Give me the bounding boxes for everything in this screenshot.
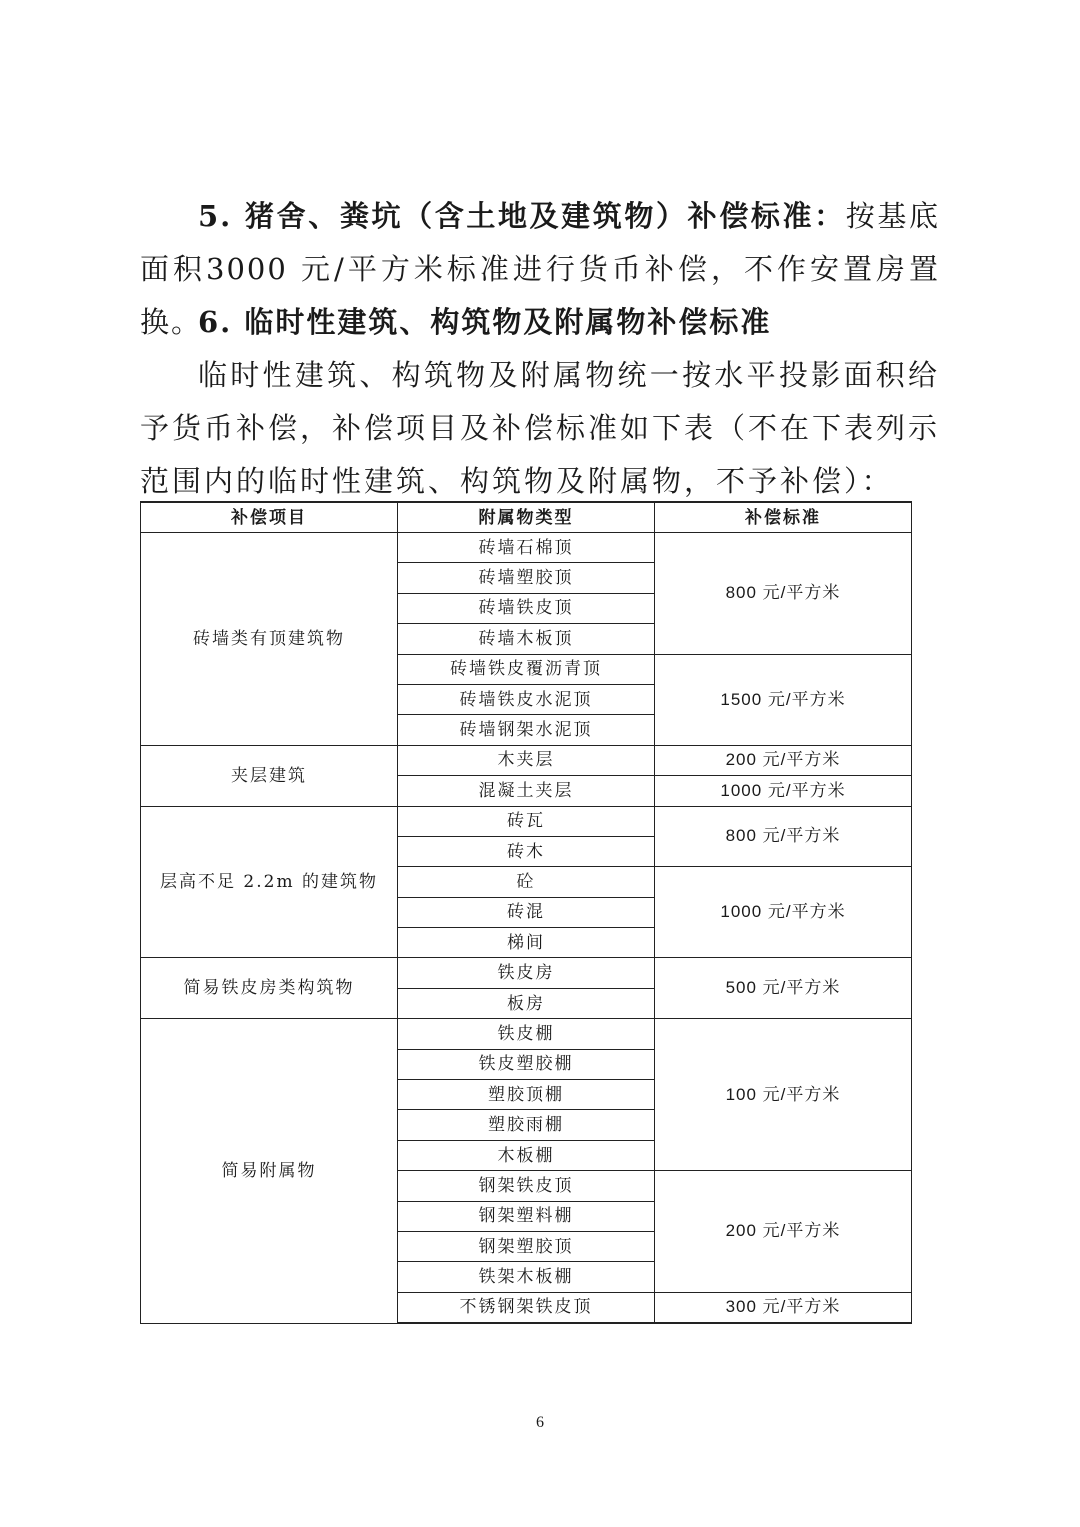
rate-cell: 200 元/平方米 <box>655 745 912 775</box>
type-cell: 塑胶雨棚 <box>398 1110 655 1140</box>
item-cell: 夹层建筑 <box>141 745 398 806</box>
type-cell: 砼 <box>398 867 655 897</box>
type-cell: 砖墙木板顶 <box>398 624 655 654</box>
type-cell: 钢架塑料棚 <box>398 1201 655 1231</box>
header-item: 补偿项目 <box>141 502 398 533</box>
rate-cell: 1500 元/平方米 <box>655 654 912 745</box>
table-row <box>141 533 912 563</box>
table-header-row <box>141 502 912 533</box>
table-row <box>141 745 912 775</box>
type-cell: 板房 <box>398 988 655 1018</box>
section-6-paragraph: 临时性建筑、构筑物及附属物统一按水平投影面积给予货币补偿，补偿项目及补偿标准如下表（不在下表列示范围内的临时性建筑、构筑物及附属物，不予补偿）： <box>140 358 941 498</box>
type-cell: 铁皮棚 <box>398 1019 655 1049</box>
header-type: 附属物类型 <box>398 502 655 533</box>
compensation-table <box>140 501 912 1324</box>
table-row <box>141 1019 912 1049</box>
page-number: 6 <box>536 1414 544 1431</box>
table-row <box>141 806 912 836</box>
rate-cell: 100 元/平方米 <box>655 1019 912 1171</box>
type-cell: 砖墙石棉顶 <box>398 533 655 563</box>
type-cell: 不锈钢架铁皮顶 <box>398 1292 655 1323</box>
item-cell: 层高不足 2.2m 的建筑物 <box>141 806 398 958</box>
type-cell: 砖墙钢架水泥顶 <box>398 715 655 745</box>
type-cell: 木板棚 <box>398 1140 655 1170</box>
header-rate: 补偿标准 <box>655 502 912 533</box>
section-5-heading: 5. 猪舍、粪坑（含土地及建筑物）补偿标准： <box>198 199 846 233</box>
type-cell: 铁架木板棚 <box>398 1262 655 1292</box>
rate-cell: 800 元/平方米 <box>655 806 912 867</box>
type-cell: 钢架塑胶顶 <box>398 1231 655 1261</box>
table-row <box>141 958 912 988</box>
type-cell: 梯间 <box>398 928 655 958</box>
item-cell: 砖墙类有顶建筑物 <box>141 533 398 746</box>
section-5-text: 按基底面积3000 元/平方米标准进行货币补偿，不作安置房置换。 <box>140 199 940 339</box>
type-cell: 砖瓦 <box>398 806 655 836</box>
rate-cell: 200 元/平方米 <box>655 1171 912 1293</box>
type-cell: 砖墙铁皮水泥顶 <box>398 684 655 714</box>
section-6-heading: 6. 临时性建筑、构筑物及附属物补偿标准 <box>198 305 772 339</box>
type-cell: 钢架铁皮顶 <box>398 1171 655 1201</box>
rate-cell: 500 元/平方米 <box>655 958 912 1019</box>
type-cell: 铁皮房 <box>398 958 655 988</box>
type-cell: 砖墙铁皮覆沥青顶 <box>398 654 655 684</box>
type-cell: 塑胶顶棚 <box>398 1080 655 1110</box>
type-cell: 混凝土夹层 <box>398 776 655 806</box>
type-cell: 砖墙塑胶顶 <box>398 563 655 593</box>
rate-cell: 800 元/平方米 <box>655 533 912 655</box>
type-cell: 砖墙铁皮顶 <box>398 593 655 623</box>
type-cell: 木夹层 <box>398 745 655 775</box>
item-cell: 简易附属物 <box>141 1019 398 1323</box>
type-cell: 砖混 <box>398 897 655 927</box>
rate-cell: 1000 元/平方米 <box>655 867 912 958</box>
rate-cell: 300 元/平方米 <box>655 1292 912 1323</box>
type-cell: 铁皮塑胶棚 <box>398 1049 655 1079</box>
item-cell: 简易铁皮房类构筑物 <box>141 958 398 1019</box>
type-cell: 砖木 <box>398 836 655 866</box>
rate-cell: 1000 元/平方米 <box>655 776 912 806</box>
